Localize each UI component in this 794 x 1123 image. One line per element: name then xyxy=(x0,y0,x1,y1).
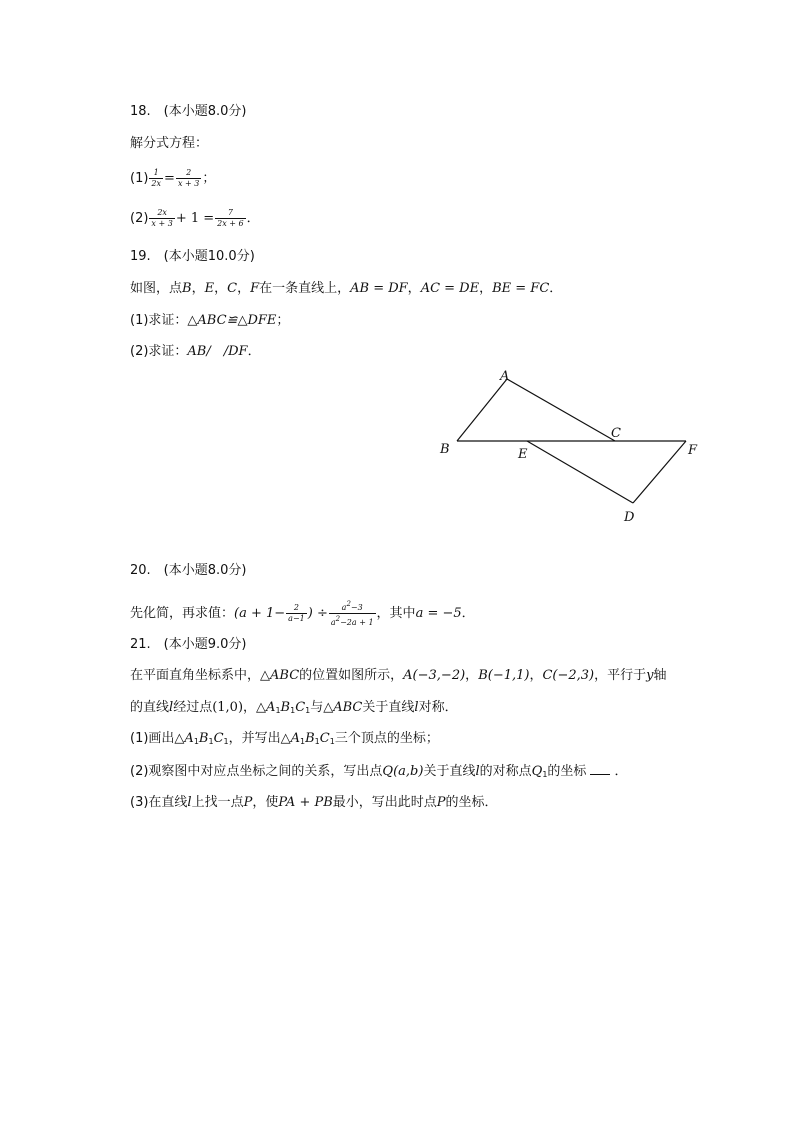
q19-part2: (2)求证：AB/ /DF． xyxy=(130,344,261,359)
label-d: D xyxy=(624,510,635,525)
q19-heading: 19. (本小题10.0分) xyxy=(130,249,255,264)
fraction: $\frac{2x}{x + 3}$ xyxy=(151,208,173,228)
q18-intro: 解分式方程： xyxy=(130,136,209,151)
q19-part1: (1)求证：△ABC≌△DFE； xyxy=(130,313,290,328)
fraction: $\frac{2}{a-1}$ xyxy=(288,603,305,623)
q21-part3: (3)在直线l上找一点P，使PA + PB最小，写出此时点P的坐标． xyxy=(130,795,498,810)
segment-ac xyxy=(507,379,615,441)
label-e: E xyxy=(518,447,528,462)
segment-fd xyxy=(633,441,686,503)
label-c: C xyxy=(611,426,621,441)
q21-part2: (2)观察图中对应点坐标之间的关系，写出点Q(a,b)关于直线l的对称点$Q_1$的坐标 ． xyxy=(130,764,628,779)
q20-body: 先化简，再求值：(a + 1− $\frac{2}{a-1}$ ) ÷ $\frac{a^2-3}{a^2-2a + 1}$ ，其中a = −5． xyxy=(130,600,475,627)
triangle-figure xyxy=(430,360,710,530)
q21-part1: (1)画出$\triangle A_1B_1C_1$，并写出$\triangle A_1B_1C_1$三个顶点的坐标； xyxy=(130,731,439,746)
label-f: F xyxy=(688,443,698,458)
fraction: $\frac{a^2-3}{a^2-2a + 1}$ xyxy=(330,600,374,627)
label-b: B xyxy=(440,442,450,457)
q18-part2: (2) $\frac{2x}{x + 3}$ + 1 = $\frac{7}{2x + 6}$ ． xyxy=(130,208,260,228)
q18-heading: 18. (本小题8.0分) xyxy=(130,104,247,119)
fraction: $\frac{7}{2x + 6}$ xyxy=(217,208,244,228)
answer-blank[interactable] xyxy=(590,762,610,775)
segment-ab xyxy=(457,379,507,441)
fraction: $\frac{2}{x + 3}$ xyxy=(177,168,200,188)
q19-intro: 如图，点B，E，C，F在一条直线上，AB = DF，AC = DE，BE = FC． xyxy=(130,281,563,296)
q21-heading: 21. (本小题9.0分) xyxy=(130,637,247,652)
q18-part1: (1) $\frac{1}{2x}$ = $\frac{2}{x + 3}$ ； xyxy=(130,168,216,188)
fraction: $\frac{1}{2x}$ xyxy=(151,168,162,188)
q21-line1: 在平面直角坐标系中，△ABC的位置如图所示，A(−3,−2)，B(−1,1)，C(−2,3)，平行于y轴 xyxy=(130,668,667,683)
label-a: A xyxy=(500,369,510,384)
q20-heading: 20. (本小题8.0分) xyxy=(130,563,247,578)
segment-ed xyxy=(527,441,633,503)
q21-line2: 的直线l经过点(1,0)，$\triangle A_1B_1C_1$与△ABC关于直线l对称． xyxy=(130,700,458,715)
